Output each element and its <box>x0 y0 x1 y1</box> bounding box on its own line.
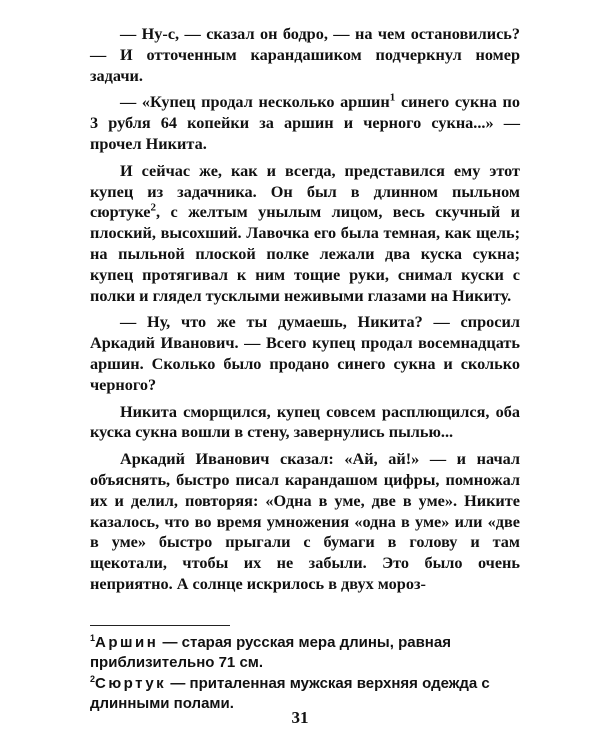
paragraph <box>90 449 520 595</box>
paragraph-text: И сейчас же, как и всегда, представился ему этот купец из задачника. Он был в длинном пыльном сюртуке <box>90 161 520 222</box>
footnote-marker: 1 <box>389 91 396 104</box>
paragraph <box>90 92 520 154</box>
paragraph-text: Никита сморщился, купец совсем расплющился, оба куска сукна вошли в стену, завернулись пылью... <box>90 402 520 442</box>
page-number: 31 <box>291 708 309 727</box>
body-text <box>90 24 520 595</box>
footnote <box>90 633 520 672</box>
paragraph <box>90 312 520 395</box>
paragraph <box>90 161 520 307</box>
paragraph <box>90 24 520 86</box>
paragraph-text: — «Купец продал несколько аршин <box>120 93 390 112</box>
footnote-number: 1 <box>90 633 96 643</box>
footnote-term: Сюртук <box>95 675 167 692</box>
footnote-marker: 2 <box>150 201 157 214</box>
paragraph-text: — Ну, что же ты думаешь, Никита? — спросил Аркадий Иванович. — Всего купец продал восемнадцать аршин. Сколько было продано синего сукна и сколько черного? <box>90 313 520 394</box>
paragraph-text: — Ну-с, — сказал он бодро, — на чем остановились? — И отточенным карандашиком подчеркнул номер задачи. <box>90 25 520 85</box>
footnote-term: Аршин <box>95 634 159 651</box>
paragraph-text: синего сукна по 3 рубля 64 копейки за аршин и черного сукна...» — прочел Никита. <box>90 93 520 153</box>
footnotes <box>90 633 520 713</box>
paragraph-text: Аркадий Иванович сказал: «Ай, ай!» — и начал объяснять, быстро писал карандашом цифры, помножал их и делил, повторяя: «Одна в уме, две в уме». Никите казалось, что во время умножения «одна в уме» или «две в уме» быстро прыгали с бумаги в голову и там щекотали, чтобы их не забыли. Это было очень неприятно. А солнце искрилось в двух мороз- <box>90 450 520 593</box>
footnote-number: 2 <box>90 674 96 684</box>
footnote-divider <box>90 625 230 626</box>
footnote-definition: — старая русская мера длины, равная приблизительно 71 см. <box>90 634 451 671</box>
paragraph <box>90 402 520 444</box>
footnote-definition: — приталенная мужская верхняя одежда с длинными полами. <box>90 675 490 712</box>
paragraph-text: , с желтым унылым лицом, весь скучный и плоский, высохший. Лавочка его была темная, как щель; на пыльной плоской полке лежали два куска сукна; купец протягивал к ним тощие руки, снимал куски с полки и глядел тусклыми неживыми глазами на Никиту. <box>90 203 520 305</box>
